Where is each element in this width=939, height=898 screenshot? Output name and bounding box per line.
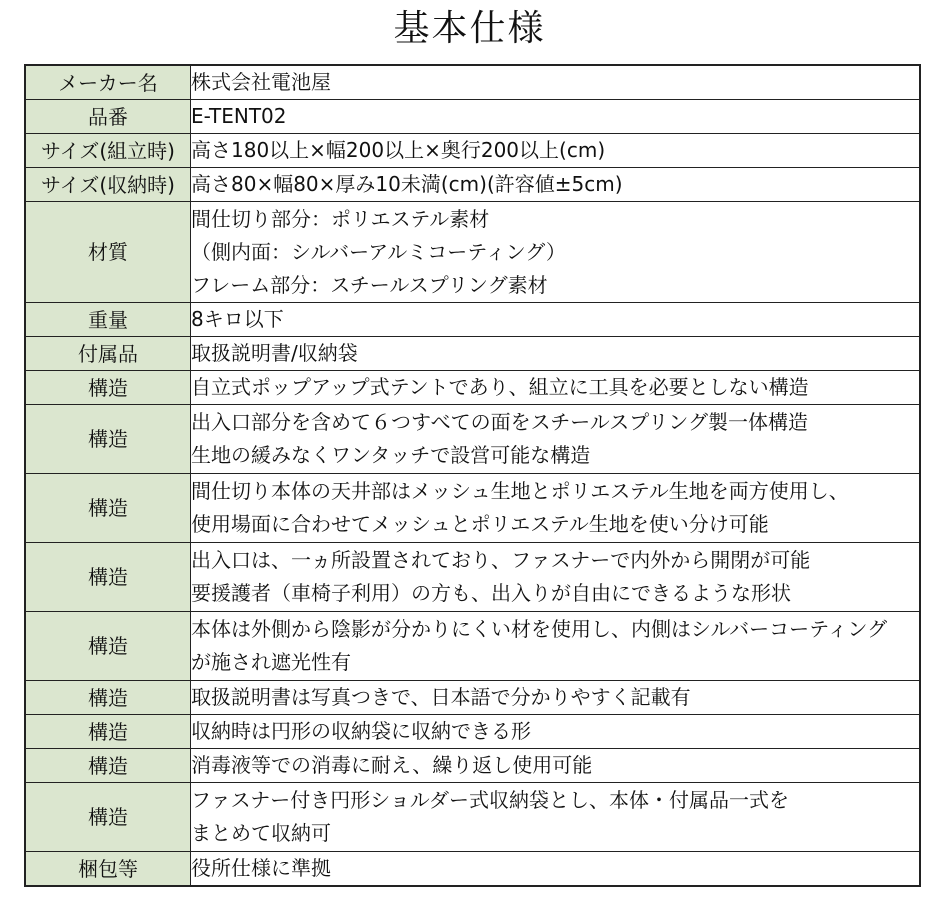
spec-value-line: 役所仕様に準拠 <box>191 856 331 880</box>
spec-row <box>25 715 920 749</box>
spec-value-line: 出入口は、一ヵ所設置されており、ファスナーで内外から開閉が可能 <box>191 548 811 572</box>
spec-row <box>25 681 920 715</box>
spec-value-line: 本体は外側から陰影が分かりにくい材を使用し、内側はシルバーコーティング <box>191 617 888 641</box>
spec-row-label: 材質 <box>25 202 191 303</box>
spec-row-value <box>191 303 921 337</box>
spec-row <box>25 337 920 371</box>
spec-row <box>25 65 920 100</box>
spec-row <box>25 783 920 852</box>
spec-row <box>25 100 920 134</box>
spec-value-line: 収納時は円形の収納袋に収納できる形 <box>191 719 531 743</box>
spec-row-value <box>191 783 921 852</box>
spec-row-value <box>191 168 921 202</box>
spec-row <box>25 612 920 681</box>
spec-row-value <box>191 749 921 783</box>
spec-row-value <box>191 474 921 543</box>
spec-row-value <box>191 65 921 100</box>
spec-row-label: 構造 <box>25 405 191 474</box>
spec-value-line: 高さ80×幅80×厚み10未満(cm)(許容値±5cm) <box>191 172 623 196</box>
spec-value-line: まとめて収納可 <box>191 821 331 845</box>
spec-value-line: 自立式ポップアップ式テントであり、組立に工具を必要としない構造 <box>191 375 809 399</box>
spec-row <box>25 543 920 612</box>
spec-value-line: 取扱説明書は写真つきで、日本語で分かりやすく記載有 <box>191 685 691 709</box>
spec-value-line: 間仕切り本体の天井部はメッシュ生地とポリエステル生地を両方使用し、 <box>191 479 849 503</box>
spec-value-line: 消毒液等での消毒に耐え、繰り返し使用可能 <box>191 753 593 777</box>
spec-value-line: 間仕切り部分：ポリエステル素材 <box>191 206 490 231</box>
spec-row-label: メーカー名 <box>25 65 191 100</box>
spec-row <box>25 168 920 202</box>
spec-row-value <box>191 405 921 474</box>
spec-row-label: 構造 <box>25 783 191 852</box>
spec-value-line: 株式会社電池屋 <box>191 70 331 94</box>
spec-table-body <box>25 65 920 886</box>
spec-value-line: E-TENT02 <box>191 104 287 128</box>
spec-row <box>25 474 920 543</box>
spec-row <box>25 303 920 337</box>
spec-table <box>24 64 921 887</box>
spec-row-label: 構造 <box>25 715 191 749</box>
spec-row-value <box>191 543 921 612</box>
spec-row-value <box>191 337 921 371</box>
spec-row <box>25 134 920 168</box>
spec-row-label: 構造 <box>25 749 191 783</box>
spec-row-value <box>191 100 921 134</box>
spec-row-label: 構造 <box>25 612 191 681</box>
spec-row-label: 付属品 <box>25 337 191 371</box>
spec-value-line: ファスナー付き円形ショルダー式収納袋とし、本体・付属品一式を <box>191 788 789 812</box>
spec-row-label: 梱包等 <box>25 852 191 887</box>
spec-value-line: （側内面：シルバーアルミコーティング） <box>191 239 566 264</box>
spec-row <box>25 405 920 474</box>
spec-row-label: 品番 <box>25 100 191 134</box>
page-title: 基本仕様 <box>393 8 546 49</box>
spec-row <box>25 371 920 405</box>
spec-row-label: 構造 <box>25 371 191 405</box>
spec-row-label: 構造 <box>25 681 191 715</box>
spec-row-value <box>191 715 921 749</box>
spec-value-line: 要援護者（車椅子利用）の方も、出入りが自由にできるような形状 <box>191 581 791 605</box>
spec-row-value <box>191 134 921 168</box>
spec-row-label: 構造 <box>25 543 191 612</box>
spec-row-label: サイズ(組立時) <box>25 134 191 168</box>
spec-value-line: が施され遮光性有 <box>191 650 351 674</box>
spec-value-line: 使用場面に合わせてメッシュとポリエステル生地を使い分け可能 <box>191 512 769 536</box>
spec-row-label: サイズ(収納時) <box>25 168 191 202</box>
spec-row-label: 構造 <box>25 474 191 543</box>
spec-row-label: 重量 <box>25 303 191 337</box>
spec-value-line: フレーム部分：スチールスプリング素材 <box>191 272 548 297</box>
spec-row <box>25 749 920 783</box>
spec-row <box>25 852 920 887</box>
spec-value-line: 生地の緩みなくワンタッチで設営可能な構造 <box>191 443 591 467</box>
spec-row-value <box>191 202 921 303</box>
spec-row-value <box>191 852 921 887</box>
spec-value-line: 出入口部分を含めて６つすべての面をスチールスプリング製一体構造 <box>191 410 808 434</box>
spec-row-value <box>191 612 921 681</box>
spec-row <box>25 202 920 303</box>
spec-value-line: 取扱説明書/収納袋 <box>191 341 358 365</box>
spec-row-value <box>191 371 921 405</box>
spec-value-line: 高さ180以上×幅200以上×奥行200以上(cm) <box>191 138 606 162</box>
spec-row-value <box>191 681 921 715</box>
spec-value-line: 8キロ以下 <box>191 307 284 331</box>
